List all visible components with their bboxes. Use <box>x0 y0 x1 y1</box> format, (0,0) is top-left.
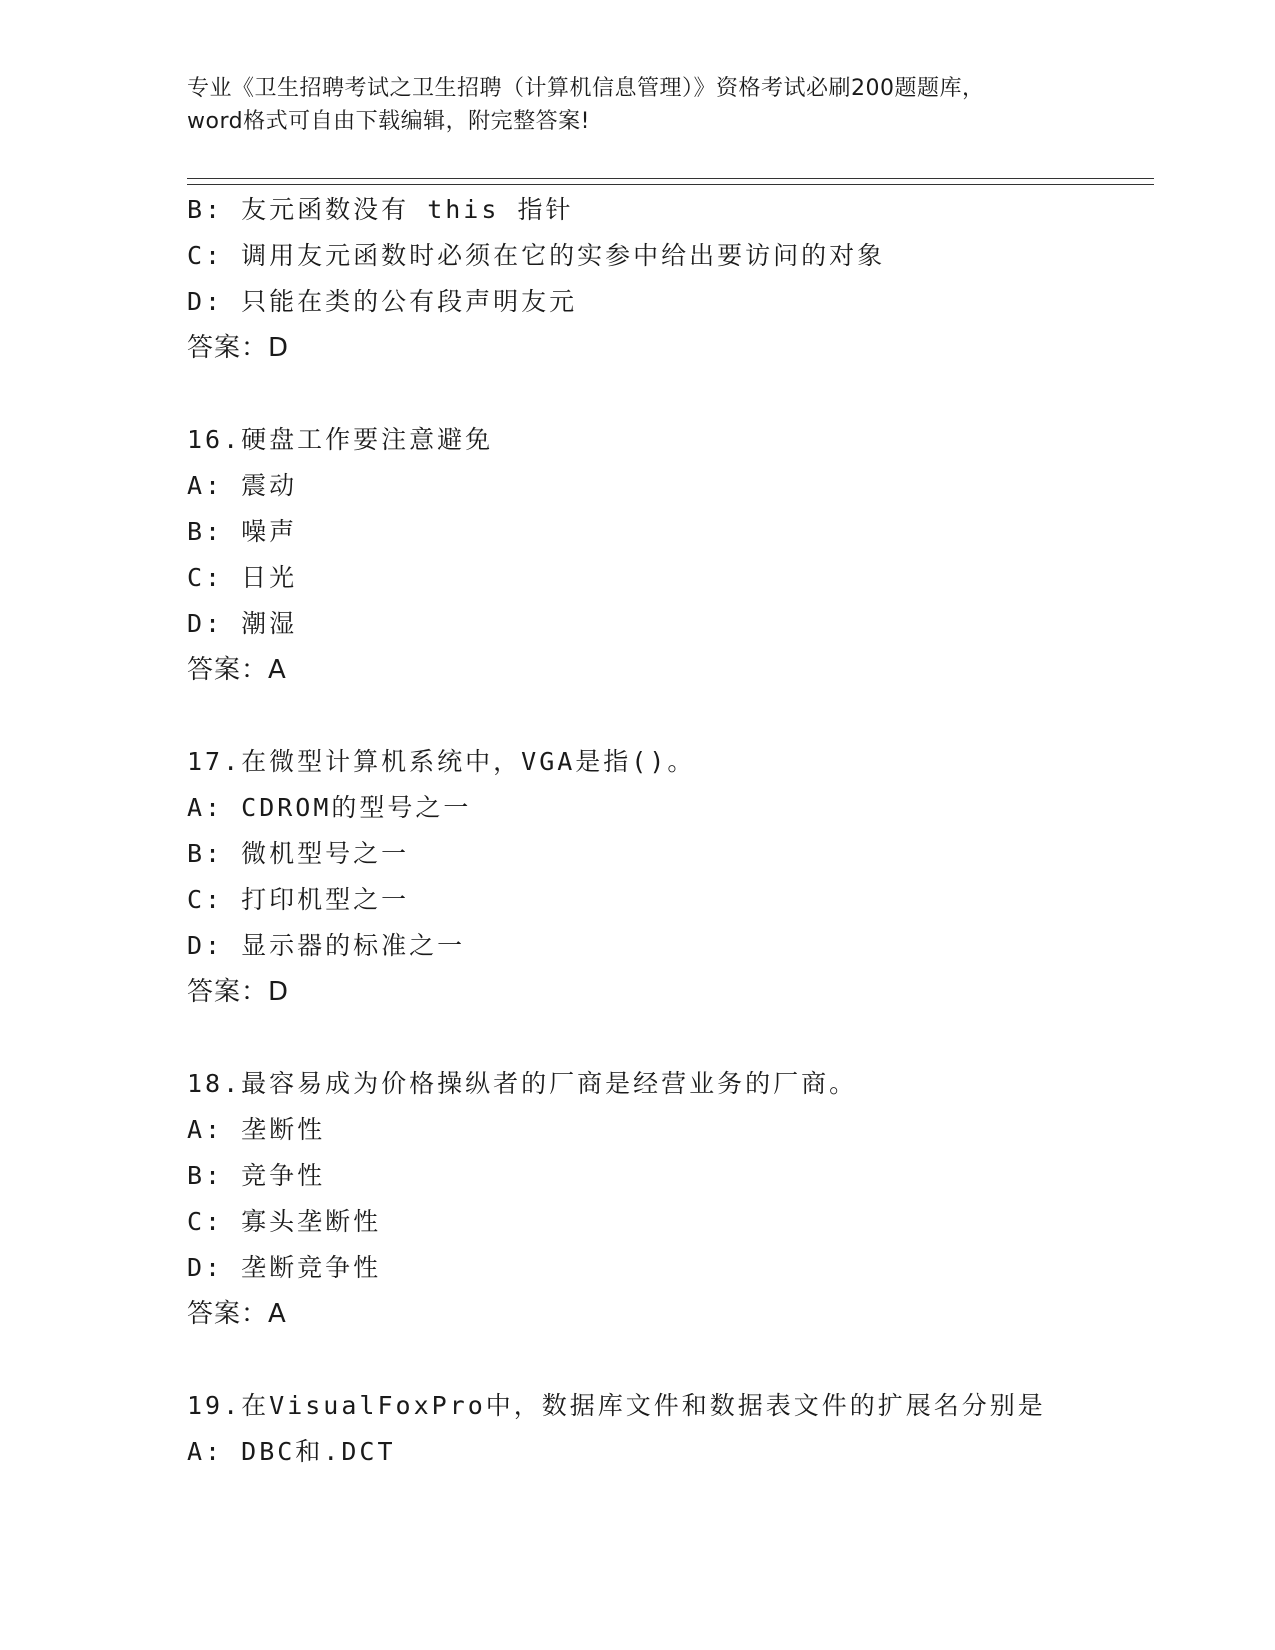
option-c: C: 打印机型之一 <box>187 885 410 914</box>
header-title-line-1: 专业《卫生招聘考试之卫生招聘（计算机信息管理）》资格考试必刷200题题库， <box>187 76 985 101</box>
option-d: D: 垄断竞争性 <box>187 1253 382 1282</box>
option-a: A: CDROM的型号之一 <box>187 793 472 822</box>
document-header <box>187 72 1107 138</box>
question-list <box>187 187 1147 1475</box>
option-d: D: 显示器的标准之一 <box>187 931 466 960</box>
option-c: C: 日光 <box>187 563 298 592</box>
option-a: A: DBC和.DCT <box>187 1437 396 1466</box>
question-15-continuation <box>187 187 1147 371</box>
option-b: B: 微机型号之一 <box>187 839 410 868</box>
answer-line: 答案：A <box>187 1299 287 1329</box>
option-b: B: 噪声 <box>187 517 298 546</box>
question-17 <box>187 739 1147 1015</box>
answer-line: 答案：D <box>187 333 290 363</box>
answer-line: 答案：D <box>187 977 290 1007</box>
question-stem: 17.在微型计算机系统中，VGA是指()。 <box>187 747 696 776</box>
answer-line: 答案：A <box>187 655 287 685</box>
option-b: B: 友元函数没有 this 指针 <box>187 195 574 224</box>
question-19 <box>187 1383 1147 1475</box>
option-a: A: 震动 <box>187 471 298 500</box>
option-b: B: 竞争性 <box>187 1161 326 1190</box>
option-d: D: 只能在类的公有段声明友元 <box>187 287 578 316</box>
option-a: A: 垄断性 <box>187 1115 326 1144</box>
header-divider <box>187 178 1154 185</box>
option-c: C: 调用友元函数时必须在它的实参中给出要访问的对象 <box>187 241 886 270</box>
option-d: D: 潮湿 <box>187 609 298 638</box>
question-16 <box>187 417 1147 693</box>
header-title-line-2: word格式可自由下载编辑，附完整答案! <box>187 109 590 134</box>
question-stem: 16.硬盘工作要注意避免 <box>187 425 494 454</box>
option-c: C: 寡头垄断性 <box>187 1207 382 1236</box>
question-stem: 19.在VisualFoxPro中，数据库文件和数据表文件的扩展名分别是 <box>187 1391 1046 1420</box>
question-18 <box>187 1061 1147 1337</box>
question-stem: 18.最容易成为价格操纵者的厂商是经营业务的厂商。 <box>187 1069 858 1098</box>
